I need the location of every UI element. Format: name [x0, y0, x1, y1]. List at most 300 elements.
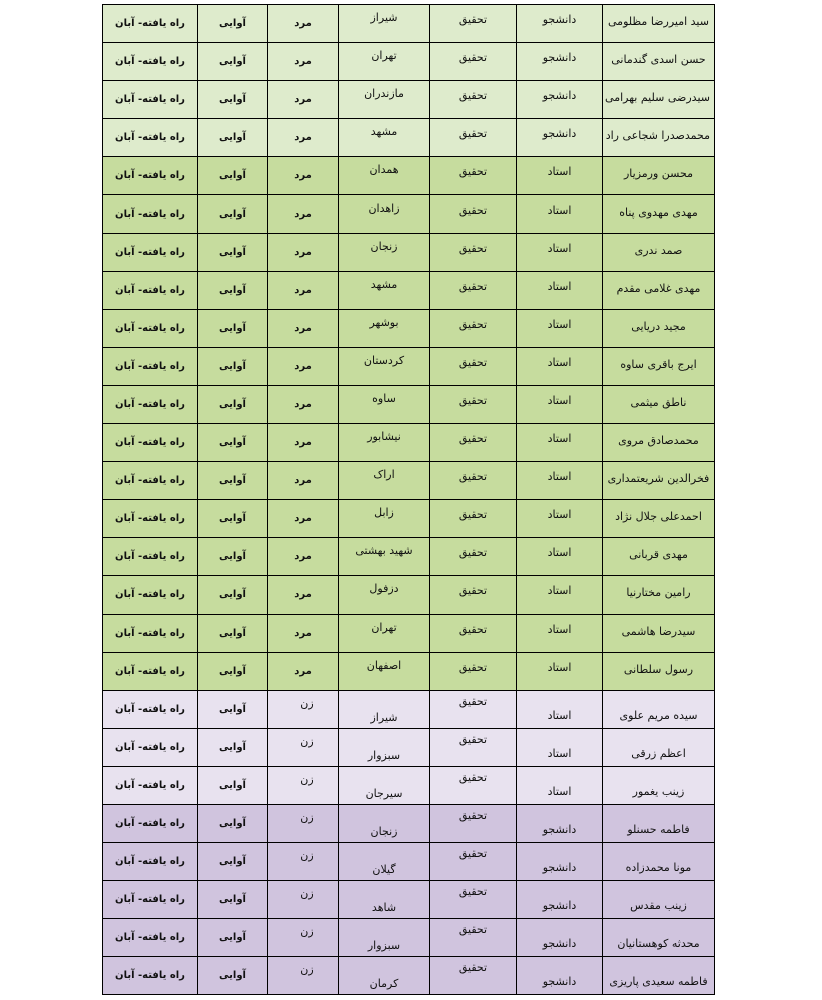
gender-cell-text: مرد [294, 360, 312, 372]
topic-cell [430, 500, 517, 538]
gender-cell [268, 157, 339, 195]
city-cell-text: اصفهان [366, 658, 402, 672]
role-cell-text: دانشجو [542, 975, 577, 989]
person-name-cell [603, 195, 715, 233]
vote-type-cell-text: آوایی [219, 284, 246, 296]
city-cell [339, 271, 430, 309]
table-row [103, 157, 715, 195]
role-cell-text: استاد [547, 241, 572, 255]
gender-cell [268, 195, 339, 233]
result-cell [103, 804, 198, 842]
result-cell-text: راه یافته- آبان [115, 132, 185, 144]
gender-cell [268, 5, 339, 43]
city-cell [339, 690, 430, 728]
gender-cell [268, 500, 339, 538]
topic-cell [430, 424, 517, 462]
gender-cell-text: مرد [294, 18, 312, 30]
table-row [103, 309, 715, 347]
result-cell [103, 195, 198, 233]
table-row [103, 766, 715, 804]
gender-cell-text: مرد [294, 589, 312, 601]
vote-type-cell [198, 576, 268, 614]
role-cell [517, 271, 603, 309]
person-name-cell [603, 728, 715, 766]
gender-cell [268, 804, 339, 842]
gender-cell [268, 843, 339, 881]
topic-cell [430, 652, 517, 690]
vote-type-cell-text: آوایی [219, 627, 246, 639]
vote-type-cell [198, 347, 268, 385]
vote-type-cell-text: آوایی [219, 741, 246, 753]
city-cell-text: بوشهر [369, 315, 399, 329]
topic-cell [430, 843, 517, 881]
result-cell-text: راه یافته- آبان [115, 513, 185, 525]
gender-cell-text: مرد [294, 284, 312, 296]
person-name-cell-text: زینب یغمور [632, 784, 685, 798]
vote-type-cell-text: آوایی [219, 703, 246, 715]
role-cell-text: استاد [547, 660, 572, 674]
gender-cell [268, 81, 339, 119]
topic-cell-text: تحقیق [458, 470, 488, 484]
topic-cell [430, 347, 517, 385]
topic-cell [430, 728, 517, 766]
role-cell [517, 538, 603, 576]
person-name-cell [603, 5, 715, 43]
topic-cell-text: تحقیق [458, 622, 488, 636]
vote-type-cell [198, 766, 268, 804]
topic-cell-text: تحقیق [458, 847, 488, 861]
topic-cell [430, 5, 517, 43]
vote-type-cell-text: آوایی [219, 932, 246, 944]
role-cell [517, 500, 603, 538]
result-cell [103, 576, 198, 614]
topic-cell [430, 576, 517, 614]
vote-type-cell [198, 500, 268, 538]
city-cell [339, 843, 430, 881]
result-cell-text: راه یافته- آبان [115, 627, 185, 639]
person-name-cell-text: محمدصادق مروی [618, 434, 699, 448]
vote-type-cell-text: آوایی [219, 589, 246, 601]
gender-cell-text: زن [300, 772, 314, 786]
city-cell-text: دزفول [369, 582, 399, 596]
role-cell-text: دانشجو [542, 127, 577, 141]
vote-type-cell [198, 728, 268, 766]
result-cell [103, 766, 198, 804]
role-cell [517, 309, 603, 347]
city-cell [339, 195, 430, 233]
result-cell-text: راه یافته- آبان [115, 475, 185, 487]
topic-cell-text: تحقیق [458, 546, 488, 560]
vote-type-cell-text: آوایی [219, 132, 246, 144]
person-name-cell-text: ناطق میثمی [630, 395, 687, 409]
topic-cell-text: تحقیق [458, 770, 488, 784]
vote-type-cell [198, 804, 268, 842]
vote-type-cell-text: آوایی [219, 856, 246, 868]
role-cell-text: دانشجو [542, 861, 577, 875]
table-row [103, 385, 715, 423]
role-cell-text: استاد [547, 546, 572, 560]
result-cell-text: راه یافته- آبان [115, 551, 185, 563]
city-cell-text: سبزوار [367, 748, 401, 762]
city-cell-text: شاهد [371, 901, 397, 915]
role-cell-text: دانشجو [542, 13, 577, 27]
topic-cell [430, 271, 517, 309]
city-cell [339, 43, 430, 81]
person-name-cell-text: سیده مریم علوی [619, 708, 698, 722]
results-sheet [102, 4, 714, 995]
gender-cell-text: مرد [294, 475, 312, 487]
vote-type-cell [198, 614, 268, 652]
role-cell-text: استاد [547, 203, 572, 217]
table-row [103, 538, 715, 576]
result-cell-text: راه یافته- آبان [115, 246, 185, 258]
gender-cell-text: مرد [294, 627, 312, 639]
role-cell-text: استاد [547, 508, 572, 522]
city-cell-text: اراک [373, 468, 395, 482]
role-cell [517, 157, 603, 195]
person-name-cell-text: سید امیررضا مظلومی [608, 15, 709, 29]
result-cell-text: راه یافته- آبان [115, 741, 185, 753]
role-cell-text: استاد [547, 622, 572, 636]
person-name-cell [603, 919, 715, 957]
gender-cell-text: مرد [294, 665, 312, 677]
city-cell-text: مشهد [370, 277, 398, 291]
topic-cell [430, 195, 517, 233]
role-cell-text: استاد [547, 746, 572, 760]
result-cell [103, 500, 198, 538]
person-name-cell [603, 766, 715, 804]
person-name-cell [603, 690, 715, 728]
table-row [103, 347, 715, 385]
city-cell-text: سیرجان [365, 786, 403, 800]
result-cell [103, 233, 198, 271]
city-cell-text: کرمان [369, 977, 399, 991]
result-cell [103, 424, 198, 462]
role-cell [517, 424, 603, 462]
city-cell [339, 500, 430, 538]
topic-cell-text: تحقیق [458, 355, 488, 369]
result-cell [103, 843, 198, 881]
result-cell [103, 881, 198, 919]
topic-cell [430, 462, 517, 500]
result-cell [103, 309, 198, 347]
gender-cell-text: مرد [294, 56, 312, 68]
result-cell-text: راه یافته- آبان [115, 970, 185, 982]
table-row [103, 919, 715, 957]
role-cell-text: دانشجو [542, 823, 577, 837]
person-name-cell [603, 385, 715, 423]
person-name-cell-text: مهدی قربانی [629, 548, 688, 562]
role-cell [517, 195, 603, 233]
city-cell [339, 804, 430, 842]
city-cell [339, 119, 430, 157]
role-cell-text: استاد [547, 165, 572, 179]
topic-cell-text: تحقیق [458, 203, 488, 217]
result-cell [103, 728, 198, 766]
topic-cell-text: تحقیق [458, 885, 488, 899]
result-cell [103, 614, 198, 652]
topic-cell-text: تحقیق [458, 432, 488, 446]
vote-type-cell [198, 424, 268, 462]
city-cell-text: ساوه [372, 391, 396, 405]
table-row [103, 5, 715, 43]
person-name-cell-text: ایرج باقری ساوه [620, 357, 697, 371]
city-cell-text: شهید بهشتی [355, 544, 413, 558]
vote-type-cell [198, 957, 268, 995]
city-cell [339, 347, 430, 385]
vote-type-cell-text: آوایی [219, 818, 246, 830]
result-cell [103, 157, 198, 195]
table-row [103, 43, 715, 81]
table-row [103, 957, 715, 995]
topic-cell-text: تحقیق [458, 694, 488, 708]
result-cell-text: راه یافته- آبان [115, 894, 185, 906]
role-cell [517, 881, 603, 919]
role-cell [517, 614, 603, 652]
topic-cell-text: تحقیق [458, 393, 488, 407]
topic-cell [430, 233, 517, 271]
topic-cell [430, 538, 517, 576]
city-cell-text: زابل [374, 506, 394, 520]
result-cell-text: راه یافته- آبان [115, 208, 185, 220]
person-name-cell-text: محدثه کوهستانیان [617, 937, 700, 951]
city-cell-text: همدان [369, 163, 399, 177]
vote-type-cell-text: آوایی [219, 94, 246, 106]
vote-type-cell [198, 690, 268, 728]
person-name-cell [603, 576, 715, 614]
topic-cell [430, 614, 517, 652]
topic-cell [430, 309, 517, 347]
result-cell [103, 385, 198, 423]
vote-type-cell [198, 385, 268, 423]
person-name-cell-text: فخرالدین شریعتمداری [607, 472, 710, 486]
vote-type-cell-text: آوایی [219, 970, 246, 982]
person-name-cell-text: فاطمه سعیدی پاریزی [609, 975, 708, 989]
topic-cell-text: تحقیق [458, 165, 488, 179]
result-cell [103, 5, 198, 43]
table-row [103, 119, 715, 157]
role-cell [517, 576, 603, 614]
result-cell-text: راه یافته- آبان [115, 94, 185, 106]
city-cell [339, 614, 430, 652]
table-row [103, 652, 715, 690]
gender-cell [268, 233, 339, 271]
result-cell [103, 347, 198, 385]
person-name-cell [603, 157, 715, 195]
result-cell-text: راه یافته- آبان [115, 56, 185, 68]
topic-cell-text: تحقیق [458, 51, 488, 65]
city-cell [339, 538, 430, 576]
topic-cell-text: تحقیق [458, 660, 488, 674]
vote-type-cell-text: آوایی [219, 665, 246, 677]
result-cell [103, 81, 198, 119]
role-cell-text: دانشجو [542, 89, 577, 103]
role-cell-text: دانشجو [542, 51, 577, 65]
table-row [103, 424, 715, 462]
topic-cell-text: تحقیق [458, 732, 488, 746]
result-cell-text: راه یافته- آبان [115, 932, 185, 944]
role-cell-text: استاد [547, 317, 572, 331]
table-row [103, 233, 715, 271]
gender-cell [268, 271, 339, 309]
city-cell [339, 424, 430, 462]
person-name-cell [603, 462, 715, 500]
person-name-cell-text: سیدرضا هاشمی [621, 624, 696, 638]
table-row [103, 500, 715, 538]
city-cell-text: گیلان [372, 863, 396, 877]
city-cell-text: سبزوار [367, 939, 401, 953]
role-cell-text: استاد [547, 470, 572, 484]
vote-type-cell-text: آوایی [219, 551, 246, 563]
result-cell [103, 690, 198, 728]
person-name-cell [603, 652, 715, 690]
topic-cell-text: تحقیق [458, 961, 488, 975]
vote-type-cell [198, 538, 268, 576]
person-name-cell [603, 424, 715, 462]
gender-cell [268, 919, 339, 957]
gender-cell-text: زن [300, 887, 314, 901]
role-cell [517, 728, 603, 766]
table-row [103, 462, 715, 500]
role-cell [517, 843, 603, 881]
role-cell-text: استاد [547, 393, 572, 407]
gender-cell [268, 766, 339, 804]
topic-cell-text: تحقیق [458, 13, 488, 27]
gender-cell [268, 309, 339, 347]
result-cell [103, 271, 198, 309]
city-cell-text: تهران [371, 620, 397, 634]
city-cell [339, 462, 430, 500]
city-cell [339, 881, 430, 919]
gender-cell-text: زن [300, 811, 314, 825]
topic-cell-text: تحقیق [458, 241, 488, 255]
table-row [103, 81, 715, 119]
city-cell [339, 309, 430, 347]
city-cell-text: زاهدان [368, 201, 400, 215]
gender-cell [268, 462, 339, 500]
table-row [103, 728, 715, 766]
topic-cell-text: تحقیق [458, 508, 488, 522]
role-cell-text: استاد [547, 355, 572, 369]
person-name-cell-text: صمد ندری [634, 243, 683, 257]
person-name-cell [603, 309, 715, 347]
person-name-cell-text: محمدصدرا شجاعی راد [605, 129, 710, 143]
result-cell-text: راه یافته- آبان [115, 818, 185, 830]
table-body [103, 5, 715, 995]
vote-type-cell-text: آوایی [219, 18, 246, 30]
gender-cell-text: مرد [294, 208, 312, 220]
result-cell-text: راه یافته- آبان [115, 437, 185, 449]
topic-cell [430, 81, 517, 119]
city-cell [339, 766, 430, 804]
city-cell [339, 385, 430, 423]
topic-cell [430, 804, 517, 842]
role-cell [517, 5, 603, 43]
person-name-cell-text: فاطمه حسنلو [627, 823, 690, 837]
vote-type-cell [198, 43, 268, 81]
city-cell-text: کردستان [363, 353, 405, 367]
role-cell [517, 119, 603, 157]
vote-type-cell-text: آوایی [219, 398, 246, 410]
role-cell-text: استاد [547, 708, 572, 722]
role-cell [517, 957, 603, 995]
topic-cell [430, 690, 517, 728]
table-row [103, 843, 715, 881]
vote-type-cell [198, 843, 268, 881]
role-cell-text: دانشجو [542, 899, 577, 913]
topic-cell [430, 919, 517, 957]
person-name-cell-text: احمدعلی جلال نژاد [615, 510, 702, 524]
topic-cell [430, 119, 517, 157]
person-name-cell [603, 43, 715, 81]
topic-cell-text: تحقیق [458, 127, 488, 141]
result-cell [103, 957, 198, 995]
person-name-cell-text: رسول سلطانی [623, 662, 694, 676]
person-name-cell [603, 81, 715, 119]
person-name-cell-text: زینب مقدس [630, 899, 687, 913]
role-cell [517, 766, 603, 804]
topic-cell [430, 157, 517, 195]
person-name-cell [603, 843, 715, 881]
vote-type-cell [198, 233, 268, 271]
table-row [103, 576, 715, 614]
person-name-cell-text: حسن اسدی گندمانی [611, 53, 706, 67]
gender-cell [268, 119, 339, 157]
result-cell-text: راه یافته- آبان [115, 284, 185, 296]
table-row [103, 881, 715, 919]
person-name-cell [603, 119, 715, 157]
result-cell [103, 652, 198, 690]
topic-cell [430, 881, 517, 919]
topic-cell-text: تحقیق [458, 809, 488, 823]
topic-cell [430, 385, 517, 423]
city-cell [339, 157, 430, 195]
vote-type-cell-text: آوایی [219, 246, 246, 258]
vote-type-cell-text: آوایی [219, 208, 246, 220]
person-name-cell [603, 500, 715, 538]
gender-cell-text: زن [300, 925, 314, 939]
result-cell-text: راه یافته- آبان [115, 170, 185, 182]
person-name-cell [603, 804, 715, 842]
gender-cell [268, 652, 339, 690]
vote-type-cell-text: آوایی [219, 437, 246, 449]
gender-cell-text: زن [300, 734, 314, 748]
person-name-cell [603, 538, 715, 576]
gender-cell [268, 881, 339, 919]
vote-type-cell-text: آوایی [219, 475, 246, 487]
result-cell-text: راه یافته- آبان [115, 18, 185, 30]
gender-cell-text: مرد [294, 132, 312, 144]
role-cell [517, 690, 603, 728]
gender-cell [268, 690, 339, 728]
role-cell [517, 919, 603, 957]
result-cell [103, 919, 198, 957]
city-cell [339, 957, 430, 995]
vote-type-cell [198, 157, 268, 195]
topic-cell-text: تحقیق [458, 584, 488, 598]
result-cell-text: راه یافته- آبان [115, 398, 185, 410]
vote-type-cell-text: آوایی [219, 170, 246, 182]
person-name-cell [603, 614, 715, 652]
topic-cell-text: تحقیق [458, 89, 488, 103]
person-name-cell-text: مهدی غلامی مقدم [616, 281, 701, 295]
vote-type-cell-text: آوایی [219, 360, 246, 372]
result-cell [103, 119, 198, 157]
person-name-cell-text: اعظم زرقی [631, 746, 686, 760]
city-cell [339, 728, 430, 766]
city-cell [339, 919, 430, 957]
person-name-cell-text: رامین مختارنیا [626, 586, 691, 600]
